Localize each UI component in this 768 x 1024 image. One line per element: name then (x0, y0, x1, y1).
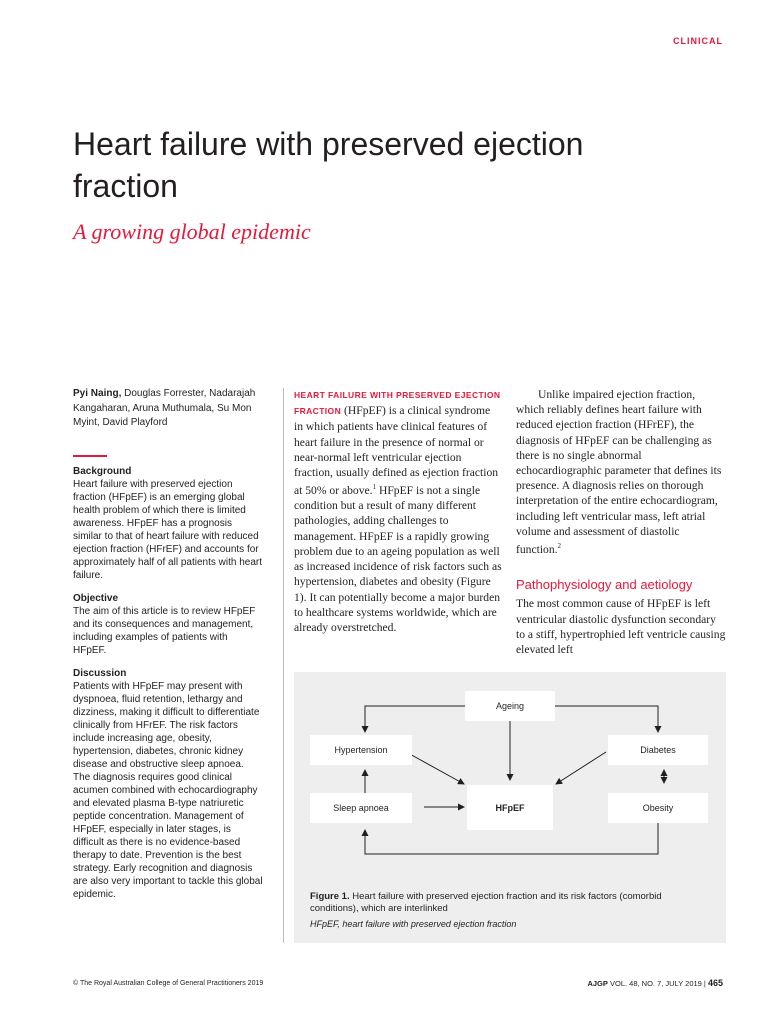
arrow-ageing-diabetes (555, 706, 658, 732)
discussion-text: Patients with HFpEF may present with dyspnoea, fluid retention, lethargy and dizziness, making it difficult to differentiate clinically from HFrEF. The risk factors include increasing age, obesity, hypertension, diabetes, chronic kidney disease and obstructive sleep apnoea. The diagnosis requires good clinical acumen combined with echocardiography and elevated plasma B-type natriuretic peptide concentration. Management of HFpEF, especially in later stages, is difficult as there is no evidence-based therapy to date. Prevention is the best strategy. Early recognition and diagnosis are also very important to tackle this global epidemic. (73, 681, 263, 900)
journal-issue: VOL. 48, NO. 7, JULY 2019 | (607, 979, 708, 988)
body-column-2 (516, 387, 726, 657)
body-column-1 (294, 387, 502, 635)
patho-paragraph: The most common cause of HFpEF is left ventricular diastolic dysfunction secondary to a stiff, hypertrophied left ventricle causing elevated left (516, 597, 726, 656)
figure-caption-text: Heart failure with preserved ejection fraction and its risk factors (comorbid conditions), which are interlinked (310, 891, 662, 914)
abstract (73, 465, 263, 911)
intro-paragraph (294, 387, 502, 635)
diagnosis-text: Unlike impaired ejection fraction, which reliably defines heart failure with reduced ejection fraction (HFrEF), the diagnosis of HFpEF can be challenging as there is no single abnormal echocardiographic parameter that defines its presence. A diagnosis relies on thorough interpretation of the entire echocardiogram, including left ventricular mass, left atrial volume and assessment of diastolic function. (516, 388, 722, 556)
diagnosis-paragraph (516, 387, 726, 557)
co-authors: Douglas Forrester, Nadarajah Kangaharan, Aruna Muthumala, Su Mon Myint, David Playford (73, 388, 256, 428)
lead-in: HEART FAILURE WITH PRESERVED EJECTION FRACTION (294, 390, 501, 417)
objective-heading: Objective (73, 593, 119, 604)
intro-text-b: HFpEF is not a single condition but a result of many different pathologies, adding challenges to management. HFpEF is a rapidly growing problem due to an ageing population as well as increased incidence of risk factors such as hypertension, diabetes and obesity (Figure 1). It can potentially become a major burden to healthcare systems worldwide, which are already overstretched. (294, 484, 502, 634)
ref-2: 2 (557, 542, 562, 551)
node-hfpef: HFpEF (467, 785, 553, 830)
page-number: 465 (707, 978, 723, 988)
section-heading: Pathophysiology and aetiology (516, 577, 693, 593)
figure-caption (310, 891, 710, 915)
background-text: Heart failure with preserved ejection fraction (HFpEF) is an emerging global health problem of which there is limited awareness. HFpEF has a prognosis similar to that of heart failure with reduced ejection fraction (HFrEF) and accounts for approximately half of all patients with heart failure. (73, 479, 262, 581)
node-sleep-apnoea: Sleep apnoea (310, 793, 412, 823)
node-ageing: Ageing (465, 691, 555, 721)
node-obesity: Obesity (608, 793, 708, 823)
arrow-diabetes-hfpef (556, 752, 606, 784)
background-heading: Background (73, 466, 132, 477)
figure-label: Figure 1. (310, 891, 350, 902)
article-title: Heart failure with preserved ejection fraction (73, 126, 584, 204)
figure-note: HFpEF, heart failure with preserved ejection fraction (310, 919, 517, 929)
node-diabetes: Diabetes (608, 735, 708, 765)
arrow-hypertension-hfpef (408, 753, 464, 784)
arrow-ageing-hypertension (365, 706, 465, 732)
author-list (73, 387, 273, 431)
copyright: © The Royal Australian College of General Practitioners 2019 (73, 980, 264, 987)
accent-divider (73, 455, 107, 457)
ref-1: 1 (372, 483, 377, 492)
journal-name: AJGP (587, 979, 608, 988)
objective-text: The aim of this article is to review HFpEF and its consequences and management, including examples of patients with HFpEF. (73, 606, 256, 656)
column-divider (283, 388, 284, 943)
article-subtitle: A growing global epidemic (73, 219, 311, 244)
intro-text-a: (HFpEF) is a clinical syndrome in which patients have clinical features of heart failure in the presence of normal or near-normal left ventricular ejection fraction, usually defined as ejection fraction at 50% or above. (294, 404, 499, 498)
section-tag: CLINICAL (673, 36, 723, 46)
discussion-heading: Discussion (73, 668, 127, 679)
journal-info (587, 978, 723, 988)
node-hypertension: Hypertension (310, 735, 412, 765)
lead-author: Pyi Naing, (73, 388, 122, 399)
